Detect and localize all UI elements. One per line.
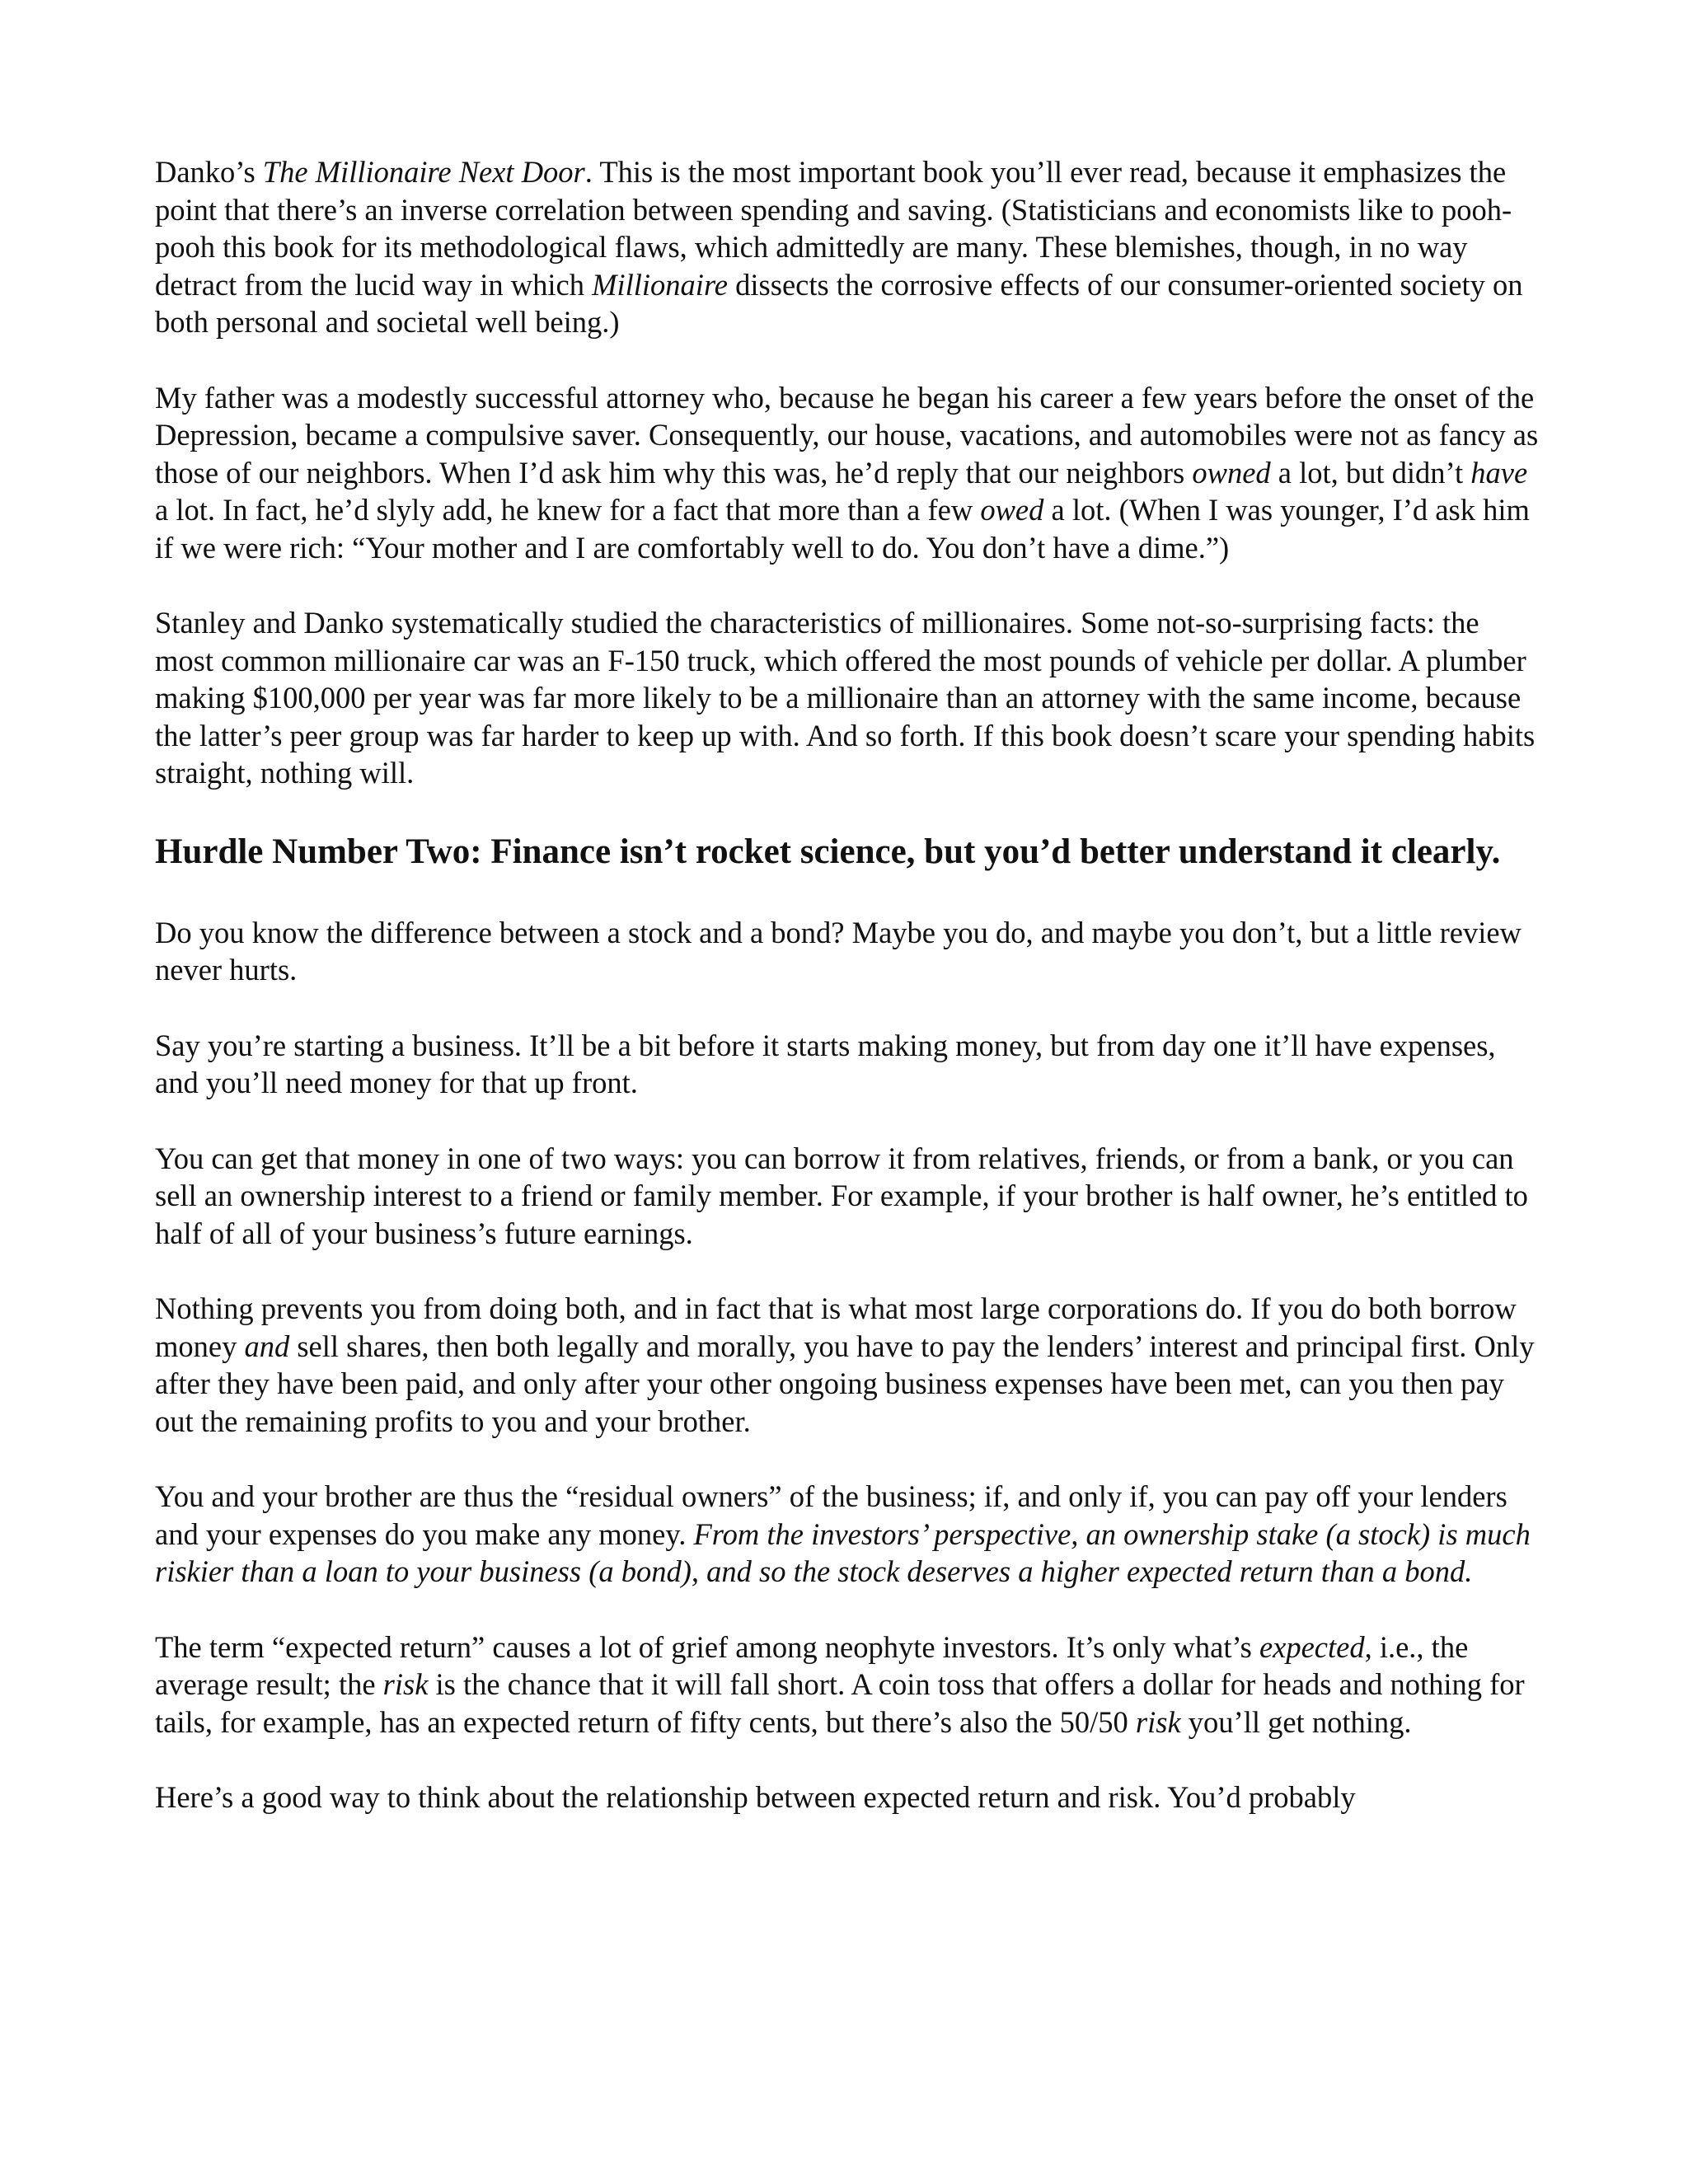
paragraph-millionaire-next-door — [155, 153, 1540, 341]
book-title-italic: The Millionaire Next Door — [262, 155, 585, 189]
emphasis-italic: risk — [382, 1667, 429, 1701]
emphasis-italic: risk — [1135, 1704, 1181, 1739]
text-segment: you’ll get nothing. — [1180, 1704, 1412, 1739]
emphasis-italic: From the investors’ perspective, an ownership stake (a stock) is much riskier than a loan to your business (a bond), and so the stock deserves a higher expected return than a bond. — [155, 1516, 1531, 1588]
paragraph-relationship-return-risk — [155, 1779, 1540, 1816]
paragraph-stanley-danko-study — [155, 604, 1540, 792]
text-segment: a lot, but didn’t — [1270, 455, 1471, 490]
text-segment: Say you’re starting a business. It’ll be a bit before it starts making money, but from day one it’ll have expenses, and you’ll need money for that up front. — [155, 1028, 1496, 1099]
paragraph-residual-owners — [155, 1478, 1540, 1591]
emphasis-italic: have — [1470, 455, 1528, 490]
book-title-italic: Millionaire — [592, 267, 729, 302]
paragraph-father-attorney — [155, 379, 1540, 567]
text-segment: You and your brother are thus the “residual owners” of the business; if, and only if, you can pay off your lenders and your expenses do you make any money. — [155, 1479, 1507, 1551]
emphasis-italic: and — [244, 1329, 290, 1363]
text-segment: Here’s a good way to think about the relationship between expected return and risk. You’d probably — [155, 1780, 1356, 1814]
heading-text: Hurdle Number Two: Finance isn’t rocket science, but you’d better understand it clearly. — [155, 832, 1501, 871]
text-segment: My father was a modestly successful attorney who, because he began his career a few years before the onset of the Depression, became a compulsive saver. Consequently, our house, vacations, and automobiles were not as fancy as those of our neighbors. When I’d ask him why this was, he’d reply that our neighbors — [155, 380, 1539, 490]
text-segment: Nothing prevents you from doing both, and in fact that is what most large corporations do. If you do both borrow money — [155, 1291, 1517, 1363]
paragraph-two-ways-money — [155, 1140, 1540, 1253]
text-segment: The term “expected return” causes a lot of grief among neophyte investors. It’s only what’s — [155, 1629, 1259, 1664]
text-segment: a lot. (When I was younger, I’d ask him if we were rich: “Your mother and I are comfortably well to do. You don’t have a dime.”) — [155, 493, 1530, 565]
text-segment: Danko’s — [155, 155, 263, 189]
text-segment: Do you know the difference between a stock and a bond? Maybe you do, and maybe you don’t, but a little review never hurts. — [155, 915, 1522, 987]
section-heading-hurdle-two — [155, 830, 1540, 874]
text-segment: dissects the corrosive effects of our consumer-oriented society on both personal and societal well being.) — [155, 267, 1523, 339]
emphasis-italic: expected — [1259, 1629, 1365, 1664]
text-segment: a lot. In fact, he’d slyly add, he knew for a fact that more than a few — [155, 493, 981, 527]
text-segment: , i.e., the average result; the — [155, 1629, 1469, 1701]
paragraph-starting-business — [155, 1027, 1540, 1102]
text-segment: You can get that money in one of two ways: you can borrow it from relatives, friends, or from a bank, or you can sell an ownership interest to a friend or family member. For example, if your brother is half owner, he’s entitled to half of all of your business’s future earnings. — [155, 1141, 1528, 1250]
document-page — [155, 153, 1540, 1854]
emphasis-italic: owed — [980, 493, 1044, 527]
text-segment: . This is the most important book you’ll ever read, because it emphasizes the point that there’s an inverse correlation between spending and saving. (Statisticians and economists like to pooh-pooh this book for its methodological flaws, which admittedly are many. These blemishes, though, in no way detract from the lucid way in which — [155, 155, 1512, 302]
paragraph-expected-return — [155, 1629, 1540, 1741]
text-segment: is the chance that it will fall short. A coin toss that offers a dollar for heads and nothing for tails, for example, has an expected return of fifty cents, but there’s also the 50/50 — [155, 1667, 1525, 1739]
paragraph-stock-vs-bond — [155, 914, 1540, 989]
paragraph-borrow-and-sell — [155, 1290, 1540, 1440]
emphasis-italic: owned — [1192, 455, 1271, 490]
text-segment: Stanley and Danko systematically studied the characteristics of millionaires. Some not-so-surprising facts: the most common millionaire car was an F-150 truck, which offered the most pounds of vehicle per dollar. A plumber making $100,000 per year was far more likely to be a millionaire than an attorney with the same income, because the latter’s peer group was far harder to keep up with. And so forth. If this book doesn’t scare your spending habits straight, nothing will. — [155, 606, 1536, 790]
text-segment: sell shares, then both legally and morally, you have to pay the lenders’ interest and principal first. Only after they have been paid, and only after your other ongoing business expenses have been met, can you then pay out the remaining profits to you and your brother. — [155, 1329, 1535, 1438]
